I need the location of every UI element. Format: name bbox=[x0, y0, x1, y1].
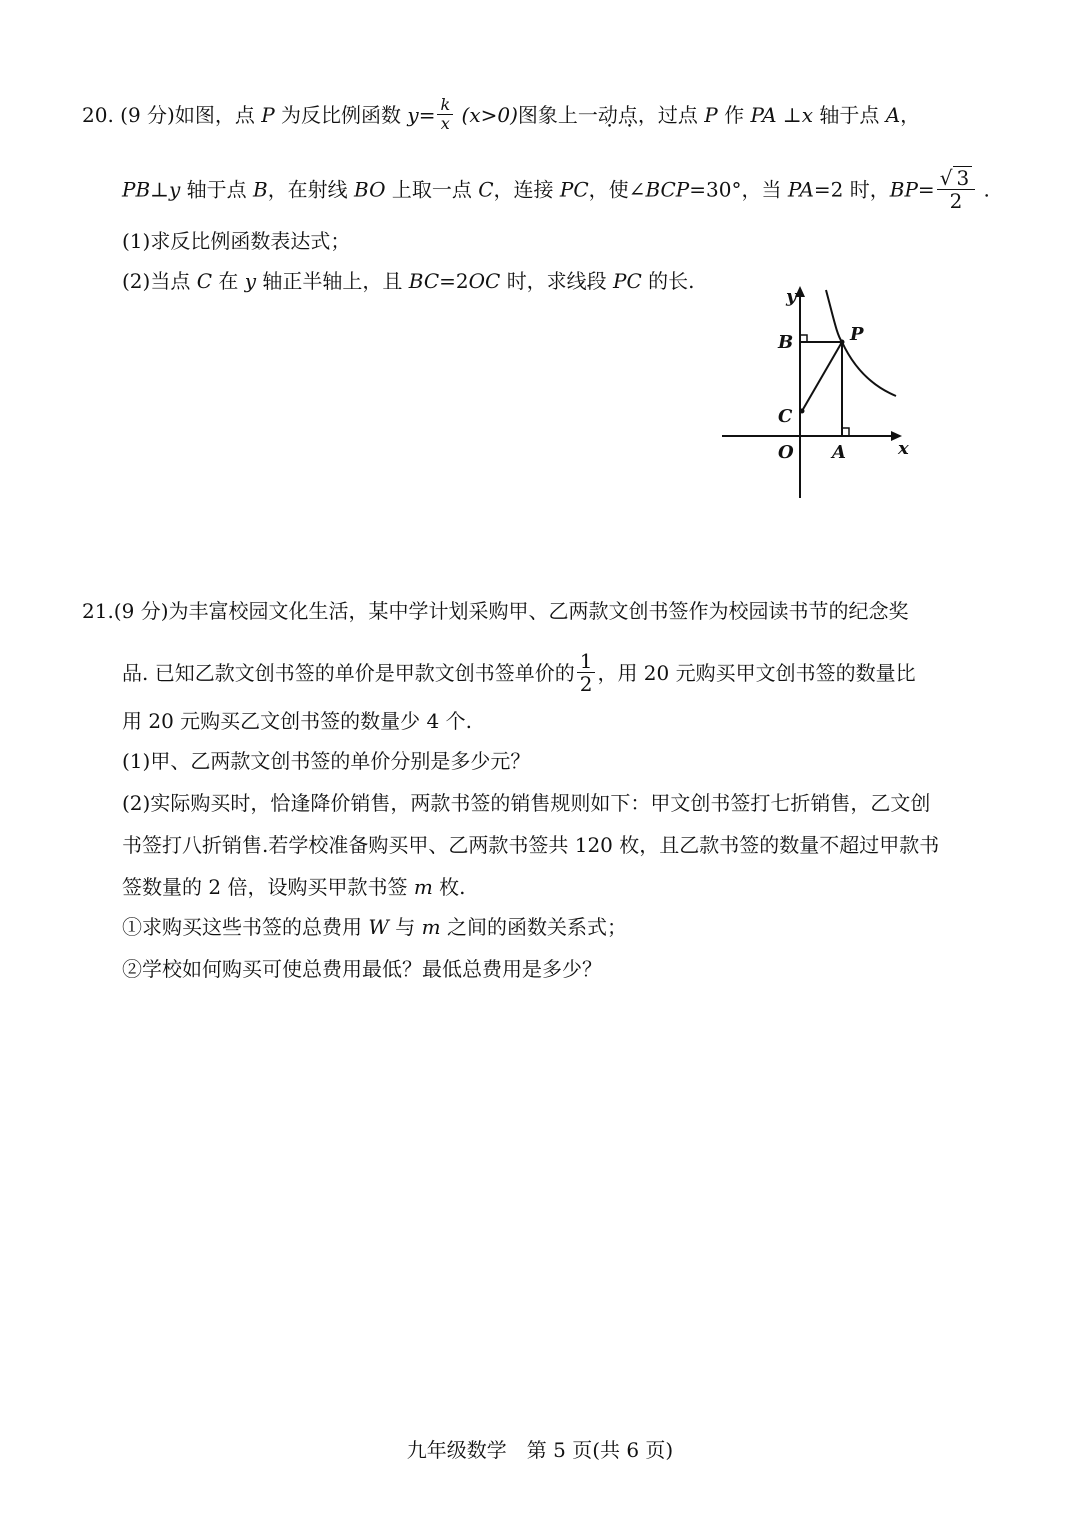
text: ，使∠ bbox=[588, 177, 646, 202]
var-y: y bbox=[244, 269, 257, 293]
var-bcp: BCP bbox=[645, 177, 690, 202]
label-c: C bbox=[778, 406, 793, 427]
fraction-denominator: 2 bbox=[949, 189, 963, 213]
perp-y: ⊥y bbox=[150, 177, 181, 202]
var-pa: PA bbox=[750, 103, 777, 127]
q21-line-2 bbox=[122, 649, 916, 697]
var-pc: PC bbox=[559, 177, 589, 202]
text: 如图，点 bbox=[174, 103, 255, 127]
fraction-denominator: 2 bbox=[579, 672, 593, 696]
point-p bbox=[840, 340, 845, 345]
var-oc: OC bbox=[468, 269, 501, 293]
text: 21.(9 分)为丰富校园文化生活，某中学计划采购甲、乙两款文创书签作为校园读书节的纪念奖 bbox=[82, 599, 909, 623]
text: 作 bbox=[724, 103, 745, 127]
text: 轴于点 bbox=[819, 103, 880, 127]
page-footer: 九年级数学 第 5 页(共 6 页) bbox=[406, 1438, 674, 1462]
text: =2 bbox=[439, 269, 469, 293]
var-bp: BP bbox=[889, 177, 918, 202]
y-equals: y= bbox=[407, 103, 436, 127]
right-angle-mark-a bbox=[842, 428, 849, 436]
perp-x: ⊥x bbox=[782, 103, 813, 127]
label-p: P bbox=[850, 324, 864, 345]
text: ①求购买这些书签的总费用 bbox=[122, 915, 362, 939]
text: ，用 20 元购买甲文创书签的数量比 bbox=[597, 661, 916, 685]
right-angle-mark-b bbox=[800, 335, 807, 342]
fraction-numerator: 1 bbox=[577, 650, 596, 673]
label-o: O bbox=[778, 442, 794, 463]
var-p: P bbox=[261, 103, 275, 127]
label-a: A bbox=[832, 442, 846, 463]
question-number: 20. bbox=[82, 103, 114, 127]
q21-sub-1 bbox=[122, 914, 627, 940]
text: =2 时， bbox=[813, 177, 890, 202]
text: 枚. bbox=[439, 875, 466, 899]
text: =30°，当 bbox=[689, 177, 782, 202]
q21-line-3 bbox=[122, 708, 472, 734]
label-x: x bbox=[898, 438, 909, 459]
punct: . bbox=[983, 177, 990, 202]
label-y: y bbox=[786, 286, 797, 307]
k-over-x-fraction bbox=[437, 96, 453, 133]
q20-line-1 bbox=[82, 95, 921, 135]
var-m: m bbox=[413, 875, 433, 899]
label-b: B bbox=[778, 332, 794, 353]
text: ，连接 bbox=[493, 177, 554, 202]
q21-part-2-line-3 bbox=[122, 874, 466, 900]
q20-part-1 bbox=[122, 228, 350, 254]
radicand: 3 bbox=[953, 166, 972, 189]
var-c: C bbox=[478, 177, 494, 202]
text: ，在射线 bbox=[267, 177, 348, 202]
emphasis-char: 点 bbox=[617, 103, 638, 127]
var-c: C bbox=[196, 269, 213, 293]
text: 品. 已知乙款文创书签的单价是甲款文创书签单价的 bbox=[122, 661, 575, 685]
var-bo: BO bbox=[354, 177, 386, 202]
q20-part-2 bbox=[122, 268, 695, 294]
var-b: B bbox=[252, 177, 268, 202]
q21-sub-2 bbox=[122, 956, 602, 982]
punct: ， bbox=[900, 103, 921, 127]
text: 之间的函数关系式； bbox=[446, 915, 627, 939]
text: 签数量的 2 倍，设购买甲款书签 bbox=[122, 875, 408, 899]
text: (1)求反比例函数表达式； bbox=[122, 229, 351, 253]
text: (2)实际购买时，恰逢降价销售，两款书签的销售规则如下：甲文创书签打七折销售，乙文创 bbox=[122, 791, 931, 815]
fraction-denominator: x bbox=[440, 114, 450, 133]
y-axis-arrow bbox=[795, 286, 805, 297]
var-pb: PB bbox=[122, 177, 151, 202]
text: 上取一点 bbox=[391, 177, 472, 202]
q21-part-2-line-2 bbox=[122, 832, 939, 858]
text: 在 bbox=[218, 269, 239, 293]
domain: (x>0) bbox=[461, 103, 518, 127]
segment-pc bbox=[802, 342, 842, 411]
text: ，过点 bbox=[637, 103, 698, 127]
q21-line-1 bbox=[82, 598, 909, 624]
var-pc: PC bbox=[613, 269, 642, 293]
var-m: m bbox=[421, 915, 441, 939]
text: (2)当点 bbox=[122, 269, 191, 293]
text: 书签打八折销售.若学校准备购买甲、乙两款书签共 120 枚，且乙款书签的数量不超过甲款书 bbox=[122, 833, 940, 857]
point-c bbox=[800, 409, 805, 414]
var-p: P bbox=[704, 103, 718, 127]
text: (1)甲、乙两款文创书签的单价分别是多少元？ bbox=[122, 749, 531, 773]
text: 轴正半轴上，且 bbox=[262, 269, 403, 293]
var-bc: BC bbox=[408, 269, 440, 293]
var-a: A bbox=[885, 103, 901, 127]
q21-part-2-line-1 bbox=[122, 790, 930, 816]
q20-line-2 bbox=[122, 168, 990, 214]
text: ②学校如何购买可使总费用最低？最低总费用是多少？ bbox=[122, 957, 602, 981]
text: 用 20 元购买乙文创书签的数量少 4 个. bbox=[122, 709, 472, 733]
var-pa: PA bbox=[787, 177, 814, 202]
q21-part-1 bbox=[122, 748, 530, 774]
var-w: W bbox=[368, 915, 389, 939]
fraction-numerator: k bbox=[437, 96, 453, 115]
text: 为反比例函数 bbox=[281, 103, 402, 127]
text: 轴于点 bbox=[186, 177, 247, 202]
text: 时，求线段 bbox=[506, 269, 607, 293]
one-half-fraction bbox=[577, 650, 596, 695]
sqrt3-over-2-fraction bbox=[937, 166, 975, 212]
score: (9 分) bbox=[120, 103, 175, 127]
text: 与 bbox=[395, 915, 416, 939]
fraction-numerator: √ 3 bbox=[937, 166, 975, 190]
geometry-figure bbox=[722, 280, 922, 505]
equals: = bbox=[917, 177, 935, 202]
emphasis-char: 动 bbox=[597, 103, 618, 127]
text: 图象上一 bbox=[517, 103, 598, 127]
text: 的长. bbox=[648, 269, 695, 293]
